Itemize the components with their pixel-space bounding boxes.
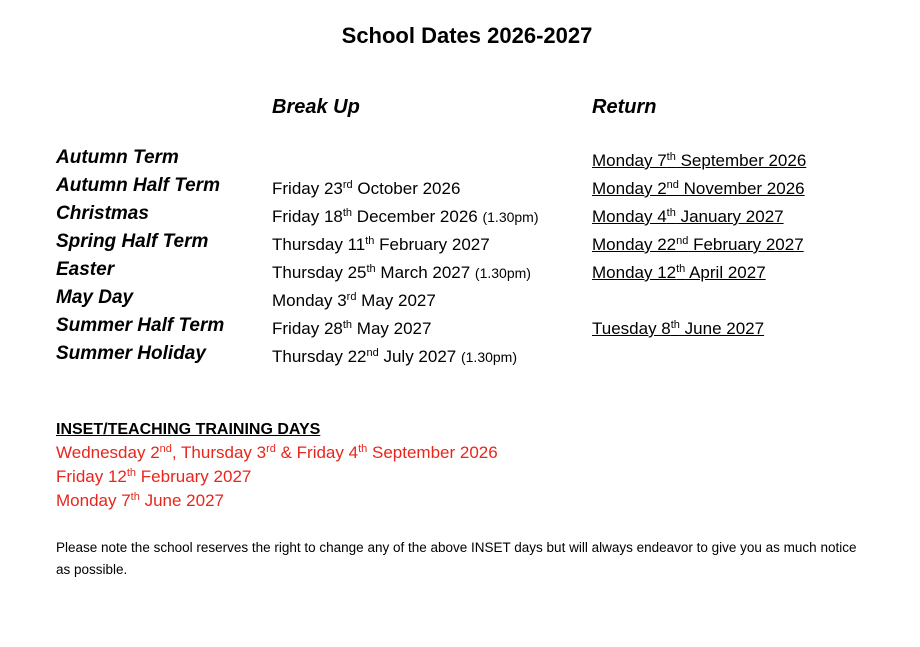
inset-day-text: , Thursday 3 (171, 443, 267, 462)
inset-day-text: June 2027 (139, 491, 224, 510)
ordinal-suffix: th (358, 443, 368, 455)
date-text: Monday 7 (592, 151, 667, 170)
inset-day-text: & Friday 4 (275, 443, 359, 462)
ordinal-suffix: nd (159, 443, 172, 455)
ordinal-suffix: rd (266, 443, 276, 455)
date-text: Monday 4 (592, 207, 667, 226)
date-text: Tuesday 8 (592, 319, 671, 338)
return-column-header: Return (592, 96, 657, 118)
date-text: Monday 12 (592, 263, 677, 282)
ordinal-suffix: rd (342, 179, 353, 191)
term-row (56, 286, 876, 314)
date-text: Thursday 11 (272, 235, 366, 254)
break-up-date (272, 318, 431, 340)
term-name: Summer Holiday (56, 343, 206, 364)
return-date (592, 178, 805, 200)
ordinal-suffix: th (366, 263, 376, 275)
page-title: School Dates 2026-2027 (341, 23, 593, 48)
return-date (592, 262, 766, 284)
break-up-date (272, 262, 531, 284)
term-row (56, 342, 876, 370)
return-date (592, 206, 784, 228)
break-up-date (272, 346, 517, 368)
inset-day-text: Monday 7 (56, 491, 131, 510)
term-row (56, 146, 876, 174)
term-row (56, 258, 876, 286)
time-note: (1.30pm) (482, 209, 539, 225)
ordinal-suffix: th (126, 467, 137, 479)
term-row (56, 202, 876, 230)
ordinal-suffix: th (342, 207, 353, 219)
date-text: February 2027 (374, 235, 490, 254)
break-up-column-header: Break Up (272, 96, 360, 118)
date-text: December 2026 (352, 207, 478, 226)
inset-days-list (56, 441, 498, 513)
time-note: (1.30pm) (474, 265, 531, 281)
ordinal-suffix: th (342, 319, 353, 331)
inset-day-text: Friday 12 (56, 467, 127, 486)
term-name: Summer Half Term (56, 315, 225, 336)
date-text: November 2026 (678, 179, 805, 198)
time-note: (1.30pm) (460, 349, 518, 365)
date-text: May 2027 (356, 291, 436, 310)
inset-day (56, 441, 498, 465)
return-date (592, 234, 804, 256)
date-text: April 2027 (685, 263, 766, 282)
date-text: Friday 23 (272, 179, 343, 198)
break-up-date (272, 178, 460, 200)
ordinal-suffix: th (666, 207, 676, 219)
date-text: Monday 3 (272, 291, 347, 310)
date-text: Thursday 22 (272, 347, 367, 366)
date-text: September 2026 (675, 151, 807, 170)
date-text: January 2027 (675, 207, 784, 226)
term-name: Spring Half Term (56, 231, 209, 252)
term-name: Autumn Half Term (56, 175, 220, 196)
date-text: October 2026 (352, 179, 461, 198)
ordinal-suffix: th (670, 319, 680, 331)
term-row (56, 230, 876, 258)
date-text: Friday 18 (272, 207, 343, 226)
inset-day-text: September 2026 (367, 443, 498, 462)
return-date (592, 150, 806, 172)
break-up-date (272, 206, 539, 228)
term-row (56, 174, 876, 202)
return-date (592, 318, 764, 340)
term-name: Christmas (56, 203, 149, 224)
notice-text: Please note the school reserves the right to change any of the above INSET days but will always endeavor to give you as much notice as possible. (56, 540, 857, 577)
ordinal-suffix: th (676, 263, 686, 275)
ordinal-suffix: th (130, 491, 140, 503)
term-dates-table (56, 146, 876, 370)
break-up-date (272, 234, 490, 256)
date-text: July 2027 (378, 347, 457, 366)
term-name: May Day (56, 287, 134, 308)
date-text: March 2027 (375, 263, 471, 282)
ordinal-suffix: nd (676, 235, 689, 247)
inset-day (56, 489, 498, 513)
date-text: February 2027 (688, 235, 804, 254)
date-text: Monday 22 (592, 235, 677, 254)
break-up-date (272, 290, 436, 312)
inset-days-heading: INSET/TEACHING TRAINING DAYS (56, 421, 321, 438)
ordinal-suffix: nd (666, 179, 679, 191)
date-text: May 2027 (352, 319, 432, 338)
ordinal-suffix: th (365, 235, 375, 247)
inset-day (56, 465, 498, 489)
ordinal-suffix: th (666, 151, 676, 163)
term-row (56, 314, 876, 342)
term-name: Easter (56, 259, 115, 280)
inset-day-text: Wednesday 2 (56, 443, 160, 462)
ordinal-suffix: rd (346, 291, 357, 303)
date-text: June 2027 (679, 319, 765, 338)
date-text: Thursday 25 (272, 263, 367, 282)
term-name: Autumn Term (56, 147, 179, 168)
ordinal-suffix: nd (366, 347, 379, 359)
date-text: Friday 28 (272, 319, 343, 338)
date-text: Monday 2 (592, 179, 667, 198)
inset-day-text: February 2027 (136, 467, 252, 486)
